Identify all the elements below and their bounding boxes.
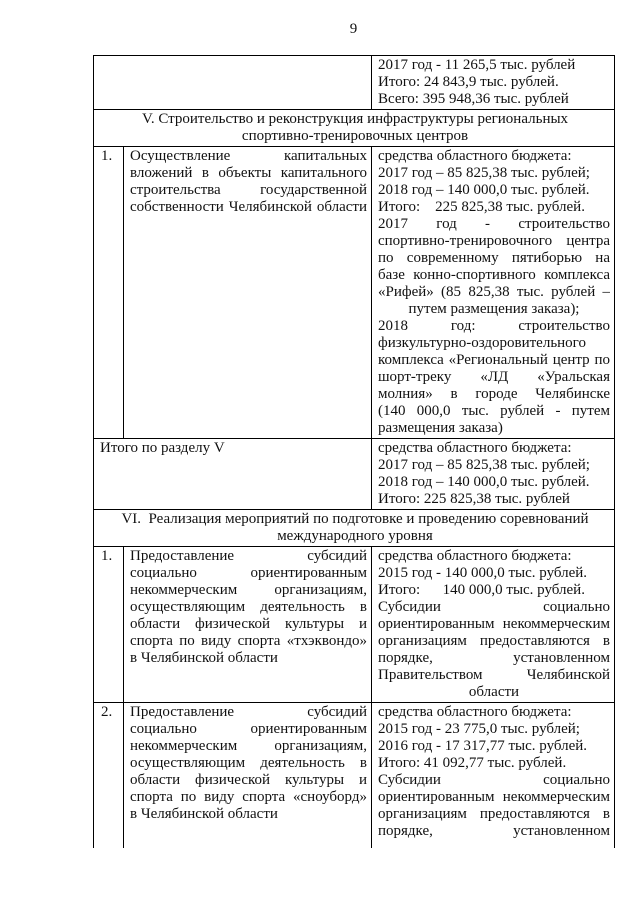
item-number (94, 147, 124, 439)
funding-line: Правительством Челябинской (378, 667, 610, 683)
funding-line: 2018 год – 140 000,0 тыс. рублей. (378, 474, 590, 490)
description-line: в Челябинской области (130, 806, 278, 822)
carryover-row (94, 56, 615, 110)
item-number-text: 2. (101, 704, 113, 720)
section-title-line: V. Строительство и реконструкция инфраструктуры региональных (141, 111, 569, 127)
table-row (94, 147, 615, 439)
description-line: спорта по виду спорта «тхэквондо» (130, 633, 367, 649)
item-number (94, 703, 124, 849)
description-line: области физической культуры и (130, 616, 367, 632)
section-title-line: спортивно-тренировочных центров (241, 128, 469, 144)
description-line: собственности Челябинской области (130, 199, 367, 215)
description-line: строительства государственной (130, 182, 367, 198)
table-row (94, 547, 615, 703)
funding-line: порядке, установленном (378, 650, 610, 666)
description-cell (124, 547, 372, 703)
item-number-text: 1. (101, 548, 113, 564)
funding-line: Субсидии социально (378, 599, 610, 615)
funding-line: молния» в городе Челябинске (378, 386, 610, 402)
section-header (94, 510, 615, 547)
funding-line: Итого: 41 092,77 тыс. рублей. (378, 755, 567, 771)
funding-line: 2017 год – 85 825,38 тыс. рублей; (378, 457, 590, 473)
section-title-line: VI. Реализация мероприятий по подготовке и проведению соревнований (121, 511, 589, 527)
description-line: некоммерческим организациям, (130, 738, 367, 754)
funding-line: Субсидии социально (378, 772, 610, 788)
total-label-cell (94, 439, 372, 510)
funding-line: физкультурно-оздоровительного (378, 335, 586, 351)
description-line: Предоставление субсидий (130, 704, 367, 720)
funding-line: 2017 год - строительство (378, 216, 610, 232)
total-label: Итого по разделу V (100, 440, 225, 456)
funding-line: Всего: 395 948,36 тыс. рублей (378, 91, 569, 107)
funding-line: шорт-треку «ЛД «Уральская (378, 369, 610, 385)
funding-table (93, 55, 615, 848)
description-line: социально ориентированным (130, 565, 367, 581)
funding-line: 2017 год – 85 825,38 тыс. рублей; (378, 165, 590, 181)
funding-line: 2018 год: строительство (378, 318, 610, 334)
section-v-header-row (94, 110, 615, 147)
funding-line: Итого: 225 825,38 тыс. рублей (378, 491, 570, 507)
funding-line: путем размещения заказа); (408, 301, 580, 317)
description-line: Осуществление капитальных (130, 148, 367, 164)
funding-line: порядке, установленном (378, 823, 610, 839)
funding-line: организациям предоставляются в (378, 806, 610, 822)
funding-line: организациям предоставляются в (378, 633, 610, 649)
funding-line: «Рифей» (85 825,38 тыс. рублей – (378, 284, 610, 300)
page-number: 9 (349, 21, 358, 37)
description-line: некоммерческим организациям, (130, 582, 367, 598)
funding-line: размещения заказа) (378, 420, 503, 436)
funding-line: спортивно-тренировочного центра (378, 233, 610, 249)
funding-line: средства областного бюджета: (378, 548, 572, 564)
section-vi-header-row (94, 510, 615, 547)
funding-cell (372, 439, 615, 510)
description-line: вложений в объекты капитального (130, 165, 367, 181)
section-header (94, 110, 615, 147)
funding-line: 2017 год - 11 265,5 тыс. рублей (378, 57, 576, 73)
description-cell (124, 147, 372, 439)
description-line: в Челябинской области (130, 650, 278, 666)
item-number (94, 547, 124, 703)
description-line: Предоставление субсидий (130, 548, 367, 564)
funding-line: 2015 год - 140 000,0 тыс. рублей. (378, 565, 588, 581)
funding-line: (140 000,0 тыс. рублей - путем (378, 403, 610, 419)
funding-line: ориентированным некоммерческим (378, 789, 610, 805)
funding-line: 2018 год – 140 000,0 тыс. рублей. (378, 182, 590, 198)
funding-line: Итого: 225 825,38 тыс. рублей. (378, 199, 585, 215)
funding-line: Итого: 24 843,9 тыс. рублей. (378, 74, 559, 90)
funding-cell (372, 147, 615, 439)
description-cell (124, 703, 372, 849)
description-line: социально ориентированным (130, 721, 367, 737)
description-line: осуществляющим деятельность в (130, 755, 367, 771)
funding-line: 2016 год - 17 317,77 тыс. рублей. (378, 738, 588, 754)
description-line: области физической культуры и (130, 772, 367, 788)
funding-line: ориентированным некоммерческим (378, 616, 610, 632)
funding-line: средства областного бюджета: (378, 704, 572, 720)
funding-line: по современному пятиборью на (378, 250, 610, 266)
funding-line: базе конно-спортивного комплекса (378, 267, 610, 283)
description-line: осуществляющим деятельность в (130, 599, 367, 615)
section-total-row (94, 439, 615, 510)
funding-line: средства областного бюджета: (378, 148, 572, 164)
funding-line: комплекса «Региональный центр по (378, 352, 610, 368)
item-number-text: 1. (101, 148, 113, 164)
funding-line: средства областного бюджета: (378, 440, 572, 456)
funding-line: области (468, 684, 520, 700)
empty-cell (94, 56, 372, 110)
funding-cell (372, 703, 615, 849)
funding-line: 2015 год - 23 775,0 тыс. рублей; (378, 721, 580, 737)
table-row (94, 703, 615, 849)
funding-cell (372, 547, 615, 703)
funding-line: Итого: 140 000,0 тыс. рублей. (378, 582, 585, 598)
funding-cell (372, 56, 615, 110)
section-title-line: международного уровня (277, 528, 433, 544)
description-line: спорта по виду спорта «сноуборд» (130, 789, 367, 805)
